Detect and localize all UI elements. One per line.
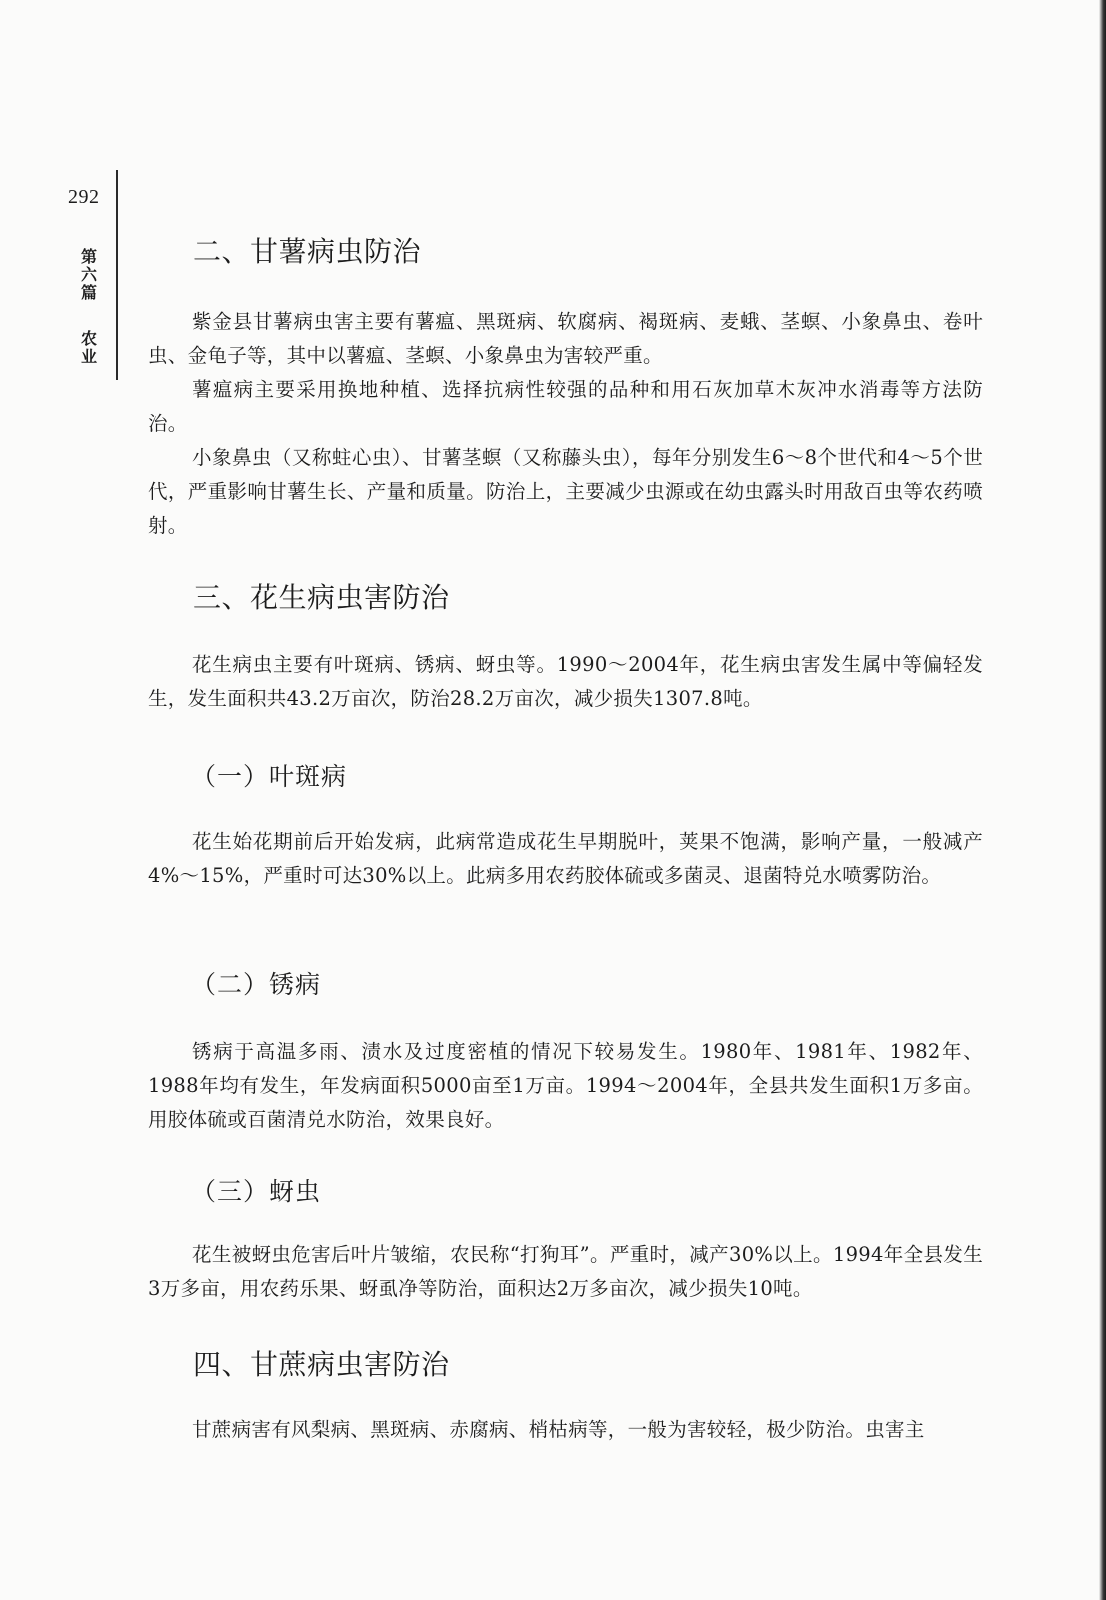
paragraph: 薯瘟病主要采用换地种植、选择抗病性较强的品种和用石灰加草木灰冲水消毒等方法防治。 [148,378,983,435]
paragraph: 锈病于高温多雨、渍水及过度密植的情况下较易发生。1980年、1981年、1982年、1988年均有发生，年发病面积5000亩至1万亩。1994～2004年，全县共发生面积1万多亩。用胶体硫或百菌清兑水防治，效果良好。 [148,1040,983,1131]
page-number: 292 [68,186,100,208]
paragraph: 花生病虫主要有叶斑病、锈病、蚜虫等。1990～2004年，花生病虫害发生属中等偏轻发生，发生面积共43.2万亩次，防治28.2万亩次，减少损失1307.8吨。 [148,653,983,710]
section-heading-peanut: 三、花生病虫害防治 [193,581,450,614]
paragraph: 甘蔗病害有风梨病、黑斑病、赤腐病、梢枯病等，一般为害较轻，极少防治。虫害主 [192,1418,925,1441]
paragraph: 花生始花期前后开始发病，此病常造成花生早期脱叶，荚果不饱满，影响产量，一般减产4%～15%，严重时可达30%以上。此病多用农药胶体硫或多菌灵、退菌特兑水喷雾防治。 [148,830,983,887]
subsection-heading-rust: （二）锈病 [191,970,322,999]
subsection-heading-leaf-spot: （一）叶斑病 [191,762,348,791]
paragraph: 紫金县甘薯病虫害主要有薯瘟、黑斑病、软腐病、褐斑病、麦蛾、茎螟、小象鼻虫、卷叶虫、金龟子等，其中以薯瘟、茎螟、小象鼻虫为害较严重。 [148,310,983,367]
section-heading-sugarcane: 四、甘蔗病虫害防治 [193,1348,450,1381]
sidebar-part-label: 第六篇 [80,247,97,302]
sidebar-rule [116,170,118,380]
paragraph: 小象鼻虫（又称蛀心虫）、甘薯茎螟（又称藤头虫），每年分别发生6～8个世代和4～5个世代，严重影响甘薯生长、产量和质量。防治上，主要减少虫源或在幼虫露头时用敌百虫等农药喷射。 [148,446,983,537]
paragraph: 花生被蚜虫危害后叶片皱缩，农民称“打狗耳”。严重时，减产30%以上。1994年全县发生3万多亩，用农药乐果、蚜虱净等防治，面积达2万多亩次，减少损失10吨。 [148,1243,983,1300]
section-heading-sweet-potato: 二、甘薯病虫防治 [193,235,422,268]
subsection-heading-aphid: （三）蚜虫 [191,1177,322,1206]
scan-edge [1099,0,1106,1600]
sidebar-subject-label: 农业 [80,329,97,366]
